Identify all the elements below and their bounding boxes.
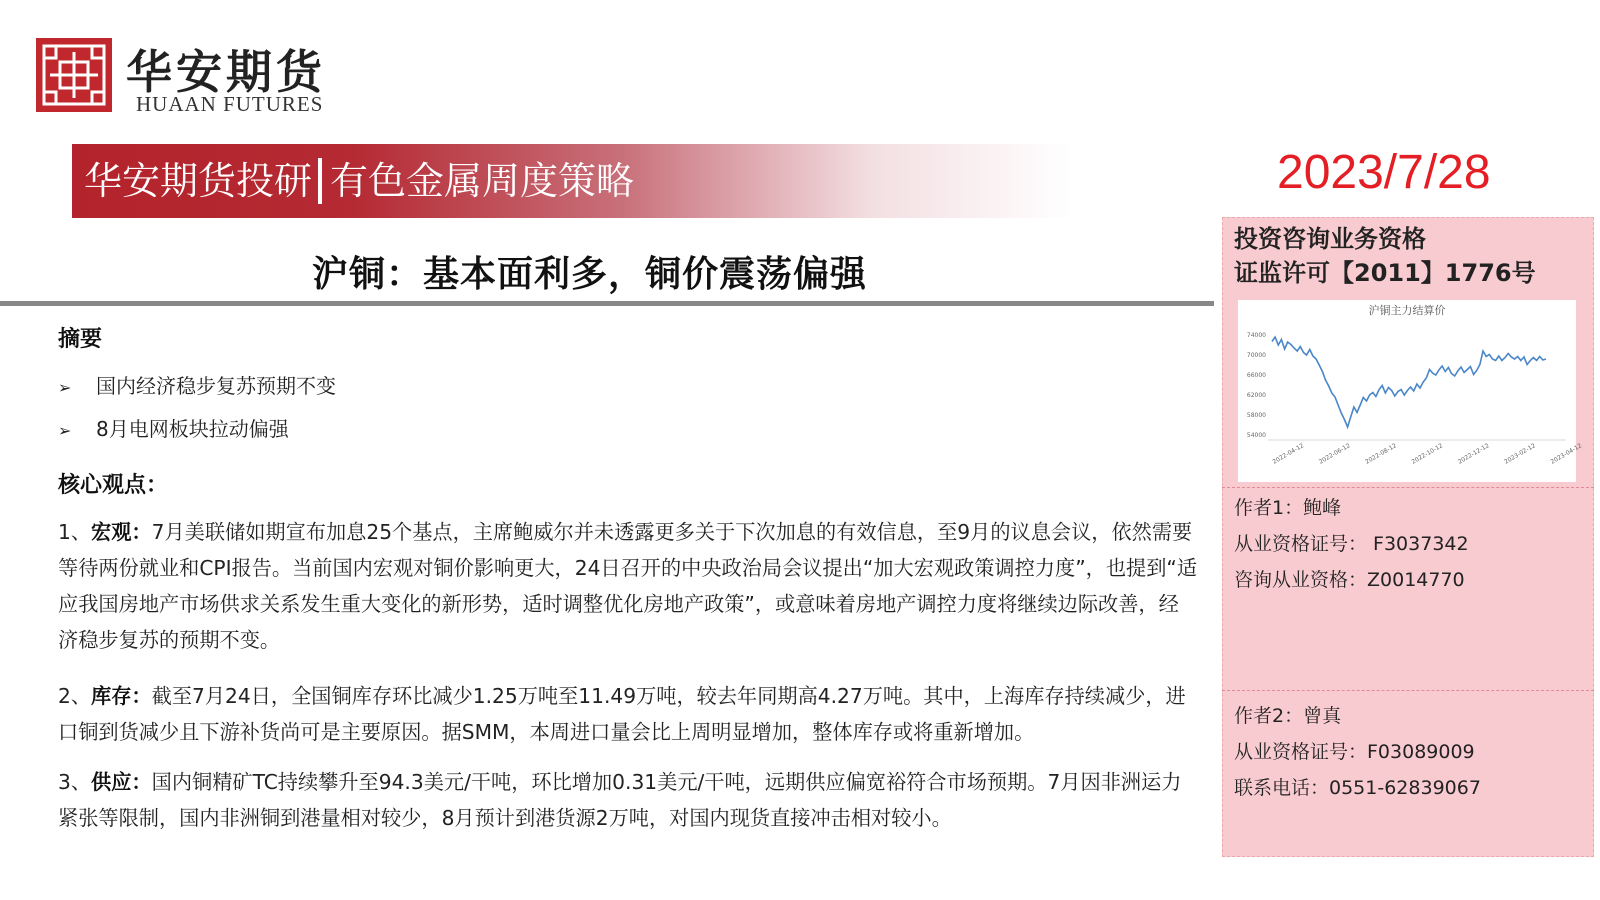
chart-x-tick-label: 2022-12-12 <box>1456 442 1491 466</box>
summary-heading: 摘要 <box>58 327 103 352</box>
logo-english-name: HUAAN FUTURES <box>136 92 324 116</box>
logo-chinese-name: 华安期货 <box>126 45 326 99</box>
chart-x-tick-label: 2023-04-12 <box>1549 442 1584 466</box>
summary-bullet: ➢ 8月电网板块拉动偏强 <box>58 417 289 441</box>
author1-cert: 从业资格证号： F3037342 <box>1234 533 1469 555</box>
chart-series-line <box>1272 337 1546 427</box>
company-logo-mark <box>36 38 112 112</box>
sidebar-divider <box>1222 690 1594 691</box>
chart-y-tick-label: 62000 <box>1246 392 1266 399</box>
banner-brand: 华安期货投研 <box>84 159 313 203</box>
header-banner <box>72 144 1072 218</box>
report-date: 2023/7/28 <box>1277 146 1491 199</box>
title-divider <box>0 301 1214 306</box>
price-chart <box>1238 300 1584 482</box>
chart-x-tick-label: 2022-10-12 <box>1410 442 1445 466</box>
chart-x-tick-label: 2023-02-12 <box>1503 442 1537 466</box>
bullet-arrow-icon: ➢ <box>58 378 72 397</box>
author1-name: 作者1：鲍峰 <box>1234 497 1342 519</box>
author2-phone: 联系电话：0551-62839067 <box>1234 777 1481 799</box>
core-heading: 核心观点： <box>58 473 169 498</box>
chart-y-tick-label: 74000 <box>1246 332 1266 339</box>
author2-name: 作者2：曾真 <box>1234 705 1342 727</box>
core-item-macro: 1、宏观：7月美联储如期宣布加息25个基点，主席鲍威尔并未透露更多关于下次加息的有效信息，至9月的议息会议，依然需要等待两份就业和CPI报告。当前国内宏观对铜价影响更大，24日召开的中央政治局会议提出“加大宏观政策调控力度”，也提到“适应我国房地产市场供求关系发生重大变化的新形势，适时调整优化房地产政策”，或意味着房地产调控力度将继续边际改善，经济稳步复苏的预期不变。 <box>58 520 1198 652</box>
price-chart-svg <box>1238 300 1584 482</box>
author1-consult: 咨询从业资格：Z0014770 <box>1234 569 1465 591</box>
report-title: 沪铜：基本面利多，铜价震荡偏强 <box>312 254 868 295</box>
chart-x-tick-label: 2022-08-12 <box>1364 442 1398 466</box>
chart-y-tick-label: 58000 <box>1246 412 1266 419</box>
qualification-line-1: 投资咨询业务资格 <box>1234 225 1426 253</box>
sidebar-divider <box>1222 487 1594 488</box>
chart-x-tick-label: 2022-04-12 <box>1271 442 1306 466</box>
chart-x-tick-label: 2022-06-12 <box>1317 442 1352 466</box>
bullet-arrow-icon: ➢ <box>58 421 72 440</box>
chart-y-tick-label: 54000 <box>1246 432 1266 439</box>
summary-bullet: ➢ 国内经济稳步复苏预期不变 <box>58 374 336 398</box>
qualification-line-2: 证监许可【2011】1776号 <box>1234 259 1536 287</box>
core-item-supply: 3、供应：国内铜精矿TC持续攀升至94.3美元/干吨，环比增加0.31美元/干吨，远期供应偏宽裕符合市场预期。7月因非洲运力紧张等限制，国内非洲铜到港量相对较少，8月预计到港货源2万吨，对国内现货直接冲击相对较小。 <box>58 770 1182 830</box>
core-item-inventory: 2、库存：截至7月24日，全国铜库存环比减少1.25万吨至11.49万吨，较去年同期高4.27万吨。其中，上海库存持续减少，进口铜到货减少且下游补货尚可是主要原因。据SMM，本周进口量会比上周明显增加，整体库存或将重新增加。 <box>58 684 1186 744</box>
author2-cert: 从业资格证号：F03089009 <box>1234 741 1475 763</box>
banner-separator <box>318 158 322 204</box>
chart-title: 沪铜主力结算价 <box>1368 304 1446 317</box>
banner-report-type: 有色金属周度策略 <box>330 159 635 203</box>
chart-y-tick-label: 66000 <box>1246 372 1266 379</box>
chart-y-tick-label: 70000 <box>1246 352 1266 359</box>
